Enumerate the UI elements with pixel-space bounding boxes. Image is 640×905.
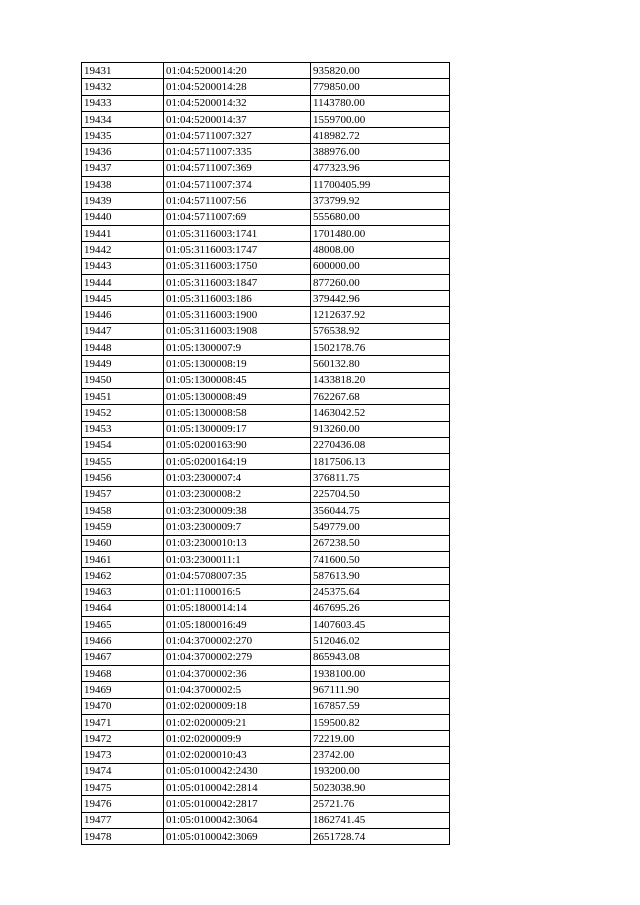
cadastral-number-cell: 01:04:5711007:327 bbox=[164, 128, 311, 144]
value-cell: 167857.59 bbox=[311, 698, 450, 714]
value-cell: 549779.00 bbox=[311, 519, 450, 535]
cadastral-number-cell: 01:04:5200014:32 bbox=[164, 95, 311, 111]
value-cell: 1701480.00 bbox=[311, 225, 450, 241]
cadastral-number-cell: 01:05:3116003:1750 bbox=[164, 258, 311, 274]
cadastral-number-cell: 01:03:2300010:13 bbox=[164, 535, 311, 551]
row-number-cell: 19474 bbox=[82, 763, 164, 779]
table-row bbox=[82, 796, 450, 812]
value-cell: 913260.00 bbox=[311, 421, 450, 437]
table-row bbox=[82, 486, 450, 502]
table-row bbox=[82, 812, 450, 828]
cadastral-number-cell: 01:05:0100042:2430 bbox=[164, 763, 311, 779]
row-number-cell: 19440 bbox=[82, 209, 164, 225]
table-row bbox=[82, 470, 450, 486]
row-number-cell: 19447 bbox=[82, 323, 164, 339]
table-row bbox=[82, 405, 450, 421]
table-row bbox=[82, 388, 450, 404]
table-row bbox=[82, 535, 450, 551]
value-cell: 1143780.00 bbox=[311, 95, 450, 111]
value-cell: 5023038.90 bbox=[311, 780, 450, 796]
row-number-cell: 19452 bbox=[82, 405, 164, 421]
table-row bbox=[82, 421, 450, 437]
value-cell: 477323.96 bbox=[311, 160, 450, 176]
cadastral-number-cell: 01:04:5200014:37 bbox=[164, 111, 311, 127]
row-number-cell: 19433 bbox=[82, 95, 164, 111]
row-number-cell: 19471 bbox=[82, 714, 164, 730]
table-row bbox=[82, 291, 450, 307]
row-number-cell: 19469 bbox=[82, 682, 164, 698]
row-number-cell: 19453 bbox=[82, 421, 164, 437]
table-row bbox=[82, 731, 450, 747]
value-cell: 1463042.52 bbox=[311, 405, 450, 421]
table-row bbox=[82, 128, 450, 144]
row-number-cell: 19475 bbox=[82, 780, 164, 796]
row-number-cell: 19441 bbox=[82, 225, 164, 241]
cadastral-number-cell: 01:05:1800016:49 bbox=[164, 617, 311, 633]
row-number-cell: 19455 bbox=[82, 454, 164, 470]
cadastral-number-cell: 01:04:5711007:335 bbox=[164, 144, 311, 160]
cadastral-number-cell: 01:05:3116003:1847 bbox=[164, 274, 311, 290]
value-cell: 225704.50 bbox=[311, 486, 450, 502]
table-row bbox=[82, 95, 450, 111]
value-cell: 587613.90 bbox=[311, 568, 450, 584]
cadastral-number-cell: 01:02:0200010:43 bbox=[164, 747, 311, 763]
cadastral-number-cell: 01:05:3116003:186 bbox=[164, 291, 311, 307]
row-number-cell: 19431 bbox=[82, 63, 164, 79]
table-row bbox=[82, 600, 450, 616]
row-number-cell: 19476 bbox=[82, 796, 164, 812]
data-table bbox=[81, 62, 450, 845]
row-number-cell: 19463 bbox=[82, 584, 164, 600]
value-cell: 877260.00 bbox=[311, 274, 450, 290]
table-row bbox=[82, 111, 450, 127]
table-row bbox=[82, 551, 450, 567]
cadastral-number-cell: 01:05:0100042:3069 bbox=[164, 828, 311, 844]
cadastral-number-cell: 01:05:3116003:1741 bbox=[164, 225, 311, 241]
row-number-cell: 19468 bbox=[82, 665, 164, 681]
value-cell: 576538.92 bbox=[311, 323, 450, 339]
row-number-cell: 19435 bbox=[82, 128, 164, 144]
cadastral-number-cell: 01:03:2300008:2 bbox=[164, 486, 311, 502]
value-cell: 512046.02 bbox=[311, 633, 450, 649]
row-number-cell: 19458 bbox=[82, 503, 164, 519]
value-cell: 193200.00 bbox=[311, 763, 450, 779]
table-row bbox=[82, 584, 450, 600]
value-cell: 245375.64 bbox=[311, 584, 450, 600]
table-row bbox=[82, 649, 450, 665]
cadastral-number-cell: 01:04:3700002:36 bbox=[164, 665, 311, 681]
table-row bbox=[82, 503, 450, 519]
row-number-cell: 19450 bbox=[82, 372, 164, 388]
cadastral-number-cell: 01:05:1300008:58 bbox=[164, 405, 311, 421]
value-cell: 935820.00 bbox=[311, 63, 450, 79]
row-number-cell: 19465 bbox=[82, 617, 164, 633]
table-row bbox=[82, 780, 450, 796]
row-number-cell: 19478 bbox=[82, 828, 164, 844]
value-cell: 11700405.99 bbox=[311, 177, 450, 193]
row-number-cell: 19456 bbox=[82, 470, 164, 486]
cadastral-number-cell: 01:05:0100042:3064 bbox=[164, 812, 311, 828]
table-row bbox=[82, 79, 450, 95]
value-cell: 2270436.08 bbox=[311, 437, 450, 453]
cadastral-number-cell: 01:03:2300011:1 bbox=[164, 551, 311, 567]
table-row bbox=[82, 144, 450, 160]
row-number-cell: 19439 bbox=[82, 193, 164, 209]
table-row bbox=[82, 437, 450, 453]
cadastral-number-cell: 01:05:0100042:2817 bbox=[164, 796, 311, 812]
table-row bbox=[82, 242, 450, 258]
cadastral-number-cell: 01:04:5708007:35 bbox=[164, 568, 311, 584]
value-cell: 72219.00 bbox=[311, 731, 450, 747]
row-number-cell: 19437 bbox=[82, 160, 164, 176]
table-row bbox=[82, 63, 450, 79]
cadastral-number-cell: 01:05:1300009:17 bbox=[164, 421, 311, 437]
cadastral-number-cell: 01:02:0200009:21 bbox=[164, 714, 311, 730]
table-row bbox=[82, 763, 450, 779]
cadastral-number-cell: 01:05:1300008:19 bbox=[164, 356, 311, 372]
cadastral-number-cell: 01:05:0200163:90 bbox=[164, 437, 311, 453]
row-number-cell: 19434 bbox=[82, 111, 164, 127]
cadastral-number-cell: 01:04:3700002:270 bbox=[164, 633, 311, 649]
table-body bbox=[82, 63, 450, 845]
row-number-cell: 19461 bbox=[82, 551, 164, 567]
value-cell: 967111.90 bbox=[311, 682, 450, 698]
table-row bbox=[82, 340, 450, 356]
table-row bbox=[82, 274, 450, 290]
table-row bbox=[82, 177, 450, 193]
table-row bbox=[82, 698, 450, 714]
row-number-cell: 19432 bbox=[82, 79, 164, 95]
cadastral-number-cell: 01:03:2300009:7 bbox=[164, 519, 311, 535]
cadastral-number-cell: 01:05:3116003:1908 bbox=[164, 323, 311, 339]
cadastral-number-cell: 01:05:0100042:2814 bbox=[164, 780, 311, 796]
value-cell: 159500.82 bbox=[311, 714, 450, 730]
row-number-cell: 19460 bbox=[82, 535, 164, 551]
cadastral-number-cell: 01:05:1300007:9 bbox=[164, 340, 311, 356]
value-cell: 379442.96 bbox=[311, 291, 450, 307]
value-cell: 356044.75 bbox=[311, 503, 450, 519]
value-cell: 762267.68 bbox=[311, 388, 450, 404]
value-cell: 388976.00 bbox=[311, 144, 450, 160]
row-number-cell: 19477 bbox=[82, 812, 164, 828]
value-cell: 865943.08 bbox=[311, 649, 450, 665]
cadastral-number-cell: 01:05:3116003:1900 bbox=[164, 307, 311, 323]
table-row bbox=[82, 356, 450, 372]
value-cell: 48008.00 bbox=[311, 242, 450, 258]
table-row bbox=[82, 307, 450, 323]
cadastral-number-cell: 01:05:1800014:14 bbox=[164, 600, 311, 616]
table-row bbox=[82, 519, 450, 535]
cadastral-number-cell: 01:05:0200164:19 bbox=[164, 454, 311, 470]
table-row bbox=[82, 568, 450, 584]
value-cell: 1502178.76 bbox=[311, 340, 450, 356]
cadastral-number-cell: 01:04:3700002:279 bbox=[164, 649, 311, 665]
table-row bbox=[82, 258, 450, 274]
value-cell: 23742.00 bbox=[311, 747, 450, 763]
table-row bbox=[82, 372, 450, 388]
value-cell: 267238.50 bbox=[311, 535, 450, 551]
cadastral-number-cell: 01:04:5711007:374 bbox=[164, 177, 311, 193]
table-row bbox=[82, 633, 450, 649]
row-number-cell: 19448 bbox=[82, 340, 164, 356]
table-row bbox=[82, 225, 450, 241]
row-number-cell: 19462 bbox=[82, 568, 164, 584]
cadastral-number-cell: 01:04:3700002:5 bbox=[164, 682, 311, 698]
table-row bbox=[82, 323, 450, 339]
cadastral-number-cell: 01:05:1300008:45 bbox=[164, 372, 311, 388]
value-cell: 1559700.00 bbox=[311, 111, 450, 127]
value-cell: 2651728.74 bbox=[311, 828, 450, 844]
cadastral-number-cell: 01:04:5711007:369 bbox=[164, 160, 311, 176]
row-number-cell: 19443 bbox=[82, 258, 164, 274]
row-number-cell: 19445 bbox=[82, 291, 164, 307]
cadastral-number-cell: 01:04:5200014:20 bbox=[164, 63, 311, 79]
table-row bbox=[82, 682, 450, 698]
value-cell: 1862741.45 bbox=[311, 812, 450, 828]
table-row bbox=[82, 714, 450, 730]
row-number-cell: 19454 bbox=[82, 437, 164, 453]
cadastral-number-cell: 01:03:2300009:38 bbox=[164, 503, 311, 519]
value-cell: 600000.00 bbox=[311, 258, 450, 274]
value-cell: 741600.50 bbox=[311, 551, 450, 567]
cadastral-number-cell: 01:04:5711007:69 bbox=[164, 209, 311, 225]
table-row bbox=[82, 193, 450, 209]
table-row bbox=[82, 747, 450, 763]
row-number-cell: 19436 bbox=[82, 144, 164, 160]
cadastral-number-cell: 01:02:0200009:9 bbox=[164, 731, 311, 747]
value-cell: 560132.80 bbox=[311, 356, 450, 372]
row-number-cell: 19442 bbox=[82, 242, 164, 258]
value-cell: 779850.00 bbox=[311, 79, 450, 95]
value-cell: 467695.26 bbox=[311, 600, 450, 616]
value-cell: 376811.75 bbox=[311, 470, 450, 486]
value-cell: 25721.76 bbox=[311, 796, 450, 812]
row-number-cell: 19473 bbox=[82, 747, 164, 763]
cadastral-number-cell: 01:05:1300008:49 bbox=[164, 388, 311, 404]
row-number-cell: 19467 bbox=[82, 649, 164, 665]
table-row bbox=[82, 209, 450, 225]
cadastral-number-cell: 01:05:3116003:1747 bbox=[164, 242, 311, 258]
row-number-cell: 19457 bbox=[82, 486, 164, 502]
row-number-cell: 19472 bbox=[82, 731, 164, 747]
row-number-cell: 19464 bbox=[82, 600, 164, 616]
value-cell: 373799.92 bbox=[311, 193, 450, 209]
row-number-cell: 19449 bbox=[82, 356, 164, 372]
value-cell: 1938100.00 bbox=[311, 665, 450, 681]
value-cell: 418982.72 bbox=[311, 128, 450, 144]
cadastral-number-cell: 01:01:1100016:5 bbox=[164, 584, 311, 600]
value-cell: 1212637.92 bbox=[311, 307, 450, 323]
row-number-cell: 19459 bbox=[82, 519, 164, 535]
row-number-cell: 19466 bbox=[82, 633, 164, 649]
row-number-cell: 19470 bbox=[82, 698, 164, 714]
row-number-cell: 19444 bbox=[82, 274, 164, 290]
table-row bbox=[82, 617, 450, 633]
table-row bbox=[82, 828, 450, 844]
row-number-cell: 19451 bbox=[82, 388, 164, 404]
table-row bbox=[82, 454, 450, 470]
table-row bbox=[82, 160, 450, 176]
value-cell: 1407603.45 bbox=[311, 617, 450, 633]
cadastral-number-cell: 01:04:5711007:56 bbox=[164, 193, 311, 209]
cadastral-number-cell: 01:03:2300007:4 bbox=[164, 470, 311, 486]
cadastral-number-cell: 01:04:5200014:28 bbox=[164, 79, 311, 95]
row-number-cell: 19446 bbox=[82, 307, 164, 323]
value-cell: 555680.00 bbox=[311, 209, 450, 225]
table-row bbox=[82, 665, 450, 681]
value-cell: 1433818.20 bbox=[311, 372, 450, 388]
row-number-cell: 19438 bbox=[82, 177, 164, 193]
value-cell: 1817506.13 bbox=[311, 454, 450, 470]
cadastral-number-cell: 01:02:0200009:18 bbox=[164, 698, 311, 714]
